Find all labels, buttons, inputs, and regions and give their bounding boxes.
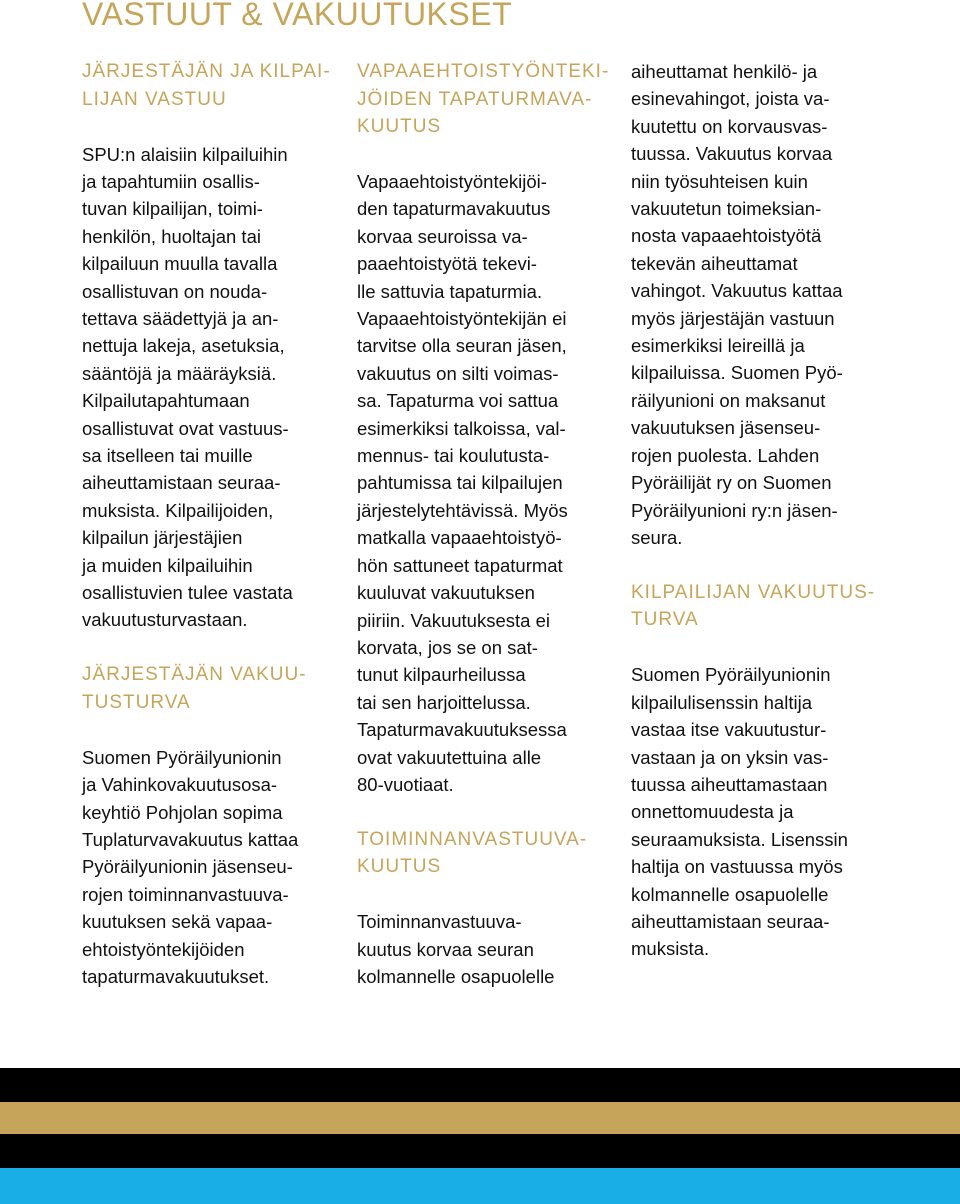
paragraph-liability-insurance-continued: aiheuttamat henkilö- ja esinevahingot, joista va- kuutettu on korvausvas- tuussa. Vakuutus korvaa niin työsuhteisen kuin vakuutetun toimeksian- nosta vapaaehtoistyötä tekevän aiheuttamat vahingot. Vakuutus kattaa myös järjestäjän vastuun esimerkiksi leireillä ja kilpailuissa. Suomen Pyö- räilyunioni on maksanut vakuutuksen jäsenseu- rojen puolesta. Lahden Pyöräilijät ry on Suomen Pyöräilyunioni ry:n jäsen- seura. [631, 61, 843, 548]
column-left [82, 58, 352, 990]
page-title: VASTUUT & VAKUUTUKSET [82, 0, 513, 32]
column-right [631, 58, 893, 963]
paragraph-volunteer-accident-insurance: Vapaaehtoistyöntekijöi- den tapaturmavakuutus korvaa seuroissa va- paaehtoistyötä tekevi- lle sattuvia tapaturmia. Vapaaehtoistyöntekijän ei tarvitse olla seuran jäsen, vakuutus on silti voimas- sa. Tapaturma voi sattua esimerkiksi talkoissa, val- mennus- tai koulutusta- pahtumissa tai kilpailujen järjestelytehtävissä. Myös matkalla vapaaehtoistyö- hön sattuneet tapaturmat kuuluvat vakuutuksen piiriin. Vakuutuksesta ei korvata, jos se on sat- tunut kilpaurheilussa tai sen harjoittelussa. Tapaturmavakuutuksessa ovat vakuutettuina alle 80-vuotiaat. [357, 171, 568, 795]
decorative-stripes [0, 1068, 960, 1204]
heading-volunteer-accident-insurance: VAPAAEHTOISTYÖNTEKI- JÖIDEN TAPATURMAVA- KUUTUS [357, 61, 610, 137]
paragraph-organizer-insurance: Suomen Pyöräilyunionin ja Vahinkovakuutusosa- keyhtiö Pohjolan sopima Tuplaturvavakuutus kattaa Pyöräilyunionin jäsenseu- rojen toiminnanvastuuva- kuutuksen sekä vapaa- ehtoistyöntekijöiden tapaturmavakuutukset. [82, 746, 299, 988]
paragraph-responsibility: SPU:n alaisiin kilpailuihin ja tapahtumiin osallis- tuvan kilpailijan, toimi- henkilön, huoltajan tai kilpailuun muulla tavalla osallistuvan on nouda- tettava säädettyjä ja an- nettuja lakeja, asetuksia, sääntöjä ja määräyksiä. Kilpailutapahtumaan osallistuvat ovat vastuus- sa itselleen tai muille aiheuttamistaan seuraa- muksista. Kilpailijoiden, kilpailun järjestäjien ja muiden kilpailuihin osallistuvien tulee vastata vakuutusturvastaan. [82, 143, 293, 631]
heading-organizer-competitor-responsibility: JÄRJESTÄJÄN JA KILPAI- LIJAN VASTUU [82, 61, 331, 110]
heading-competitor-insurance: KILPAILIJAN VAKUUTUS- TURVA [631, 581, 876, 631]
heading-liability-insurance: TOIMINNANVASTUUVA- KUUTUS [357, 828, 588, 878]
stripe-blue [0, 1168, 960, 1204]
column-middle [357, 58, 619, 991]
stripe-black-middle [0, 1134, 960, 1168]
stripe-black-top [0, 1068, 960, 1102]
stripe-gold [0, 1102, 960, 1134]
heading-organizer-insurance: JÄRJESTÄJÄN VAKUU- TUSTURVA [82, 664, 307, 713]
paragraph-competitor-insurance: Suomen Pyöräilyunionin kilpailulisenssin haltija vastaa itse vakuutustur- vastaan ja on yksin vas- tuussa aiheuttamastaan onnettomuudesta ja seuraamuksista. Lisenssin haltija on vastuussa myös kolmannelle osapuolelle aiheuttamistaan seuraa- muksista. [631, 664, 848, 960]
paragraph-liability-insurance-start: Toiminnanvastuuva- kuutus korvaa seuran kolmannelle osapuolelle [357, 911, 555, 988]
